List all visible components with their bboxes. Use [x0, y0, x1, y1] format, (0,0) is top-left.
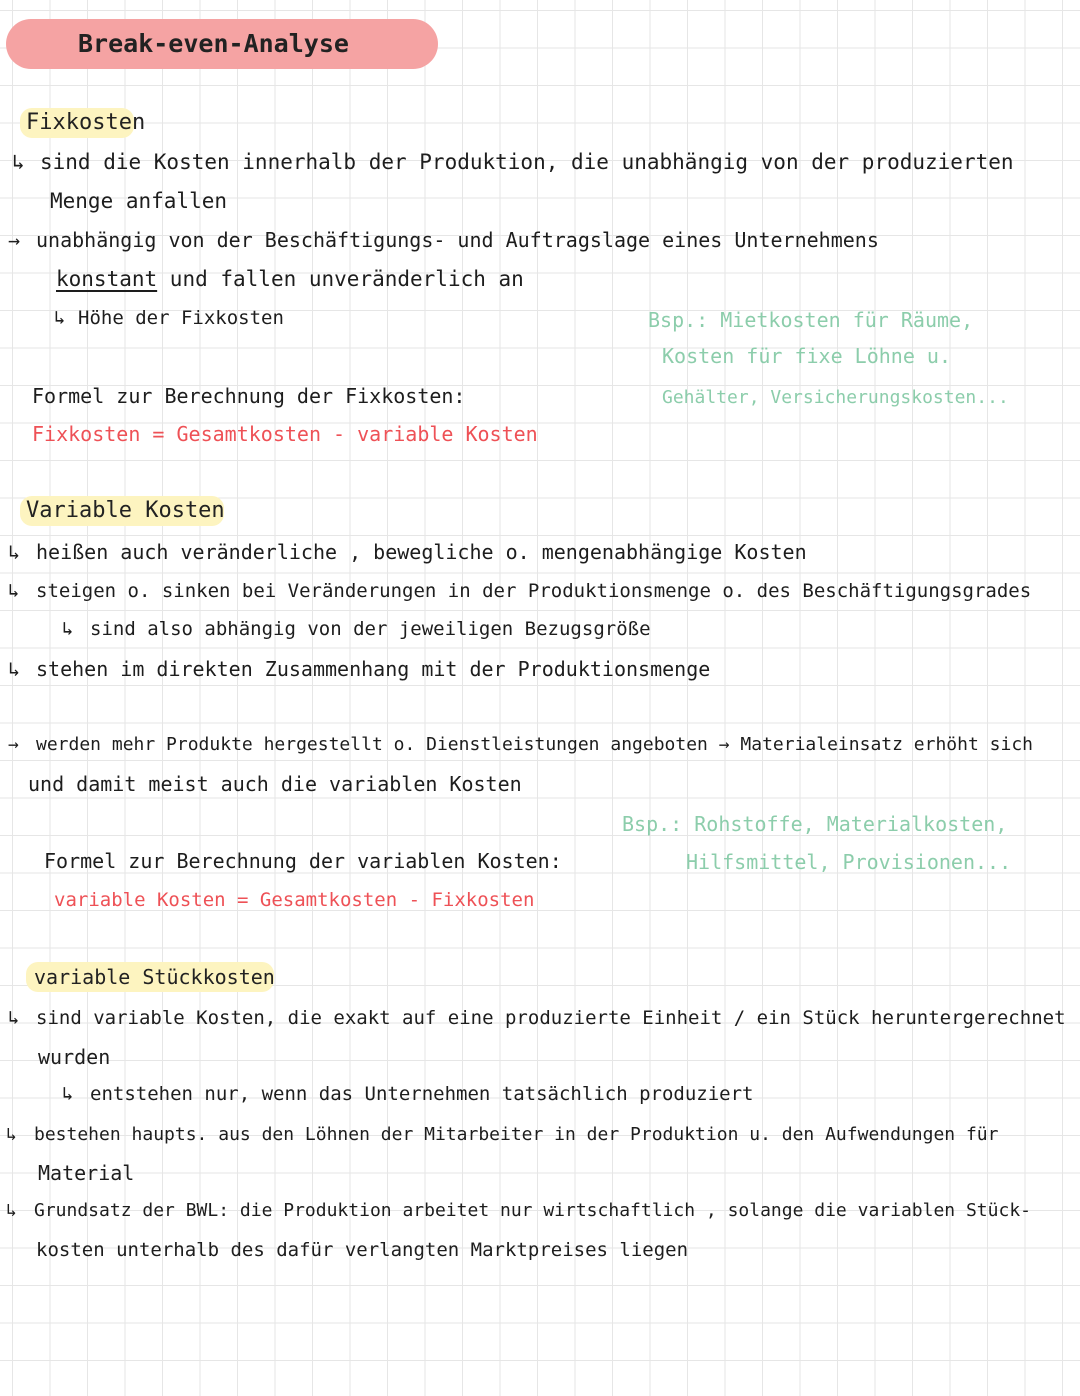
- var-example-1: Bsp.: Rohstoffe, Materialkosten,: [622, 812, 1008, 836]
- stueck-line-1: [8, 1004, 1066, 1032]
- arrow-icon: →: [8, 734, 19, 755]
- fix-text-3: unabhängig von der Beschäftigungs- und Auftragslage eines Unternehmens: [36, 228, 879, 252]
- stueck-text-3: entstehen nur, wenn das Unternehmen tatsächlich produziert: [90, 1083, 754, 1105]
- var-text-2: steigen o. sinken bei Veränderungen in der Produktionsmenge o. des Beschäftigungsgrades: [36, 580, 1032, 602]
- var-line-4: [8, 655, 710, 683]
- stueck-line-3: [62, 1080, 753, 1108]
- fix-konstant: konstant: [56, 267, 158, 291]
- fix-formula: Fixkosten = Gesamtkosten - variable Kosten: [32, 422, 538, 446]
- var-text-4: stehen im direkten Zusammenhang mit der Produktionsmenge: [36, 657, 711, 681]
- fix-text-4: und fallen unveränderlich an: [157, 267, 524, 291]
- fix-line-4: [56, 265, 524, 293]
- var-line-5: [8, 731, 1033, 759]
- bullet-icon: ↳: [6, 1124, 17, 1145]
- stueck-line-4: [6, 1121, 999, 1149]
- bullet-icon: ↳: [8, 540, 21, 564]
- bullet-icon: ↳: [54, 307, 66, 329]
- var-line-1: [8, 538, 807, 566]
- fix-text-1: sind die Kosten innerhalb der Produktion, die unabhängig von der produzierten: [40, 150, 1014, 174]
- fix-text-5: Höhe der Fixkosten: [78, 307, 284, 329]
- bullet-icon: ↳: [8, 580, 20, 602]
- var-formula: variable Kosten = Gesamtkosten - Fixkosten: [54, 889, 535, 911]
- fix-formula-label: Formel zur Berechnung der Fixkosten:: [32, 384, 466, 408]
- var-formula-label: Formel zur Berechnung der variablen Kosten:: [44, 849, 562, 873]
- stueck-line-7: kosten unterhalb des dafür verlangten Marktpreises liegen: [36, 1239, 689, 1261]
- bullet-icon: ↳: [6, 1200, 17, 1221]
- page-title: Break-even-Analyse: [78, 29, 349, 58]
- var-text-5: werden mehr Produkte hergestellt o. Dienstleistungen angeboten → Materialeinsatz erhöht sich: [36, 734, 1033, 755]
- bullet-icon: ↳: [12, 150, 25, 174]
- var-text-1: heißen auch veränderliche , bewegliche o. mengenabhängige Kosten: [36, 540, 807, 564]
- stueck-line-2: wurden: [38, 1045, 111, 1069]
- heading-variable-kosten: Variable Kosten: [26, 498, 225, 523]
- var-line-2: [8, 577, 1031, 605]
- sub-arrow-icon: ↳: [62, 1083, 74, 1105]
- fix-example-1: Bsp.: Mietkosten für Räume,: [648, 308, 974, 332]
- var-line-6: und damit meist auch die variablen Kosten: [28, 772, 522, 796]
- var-line-3: [62, 615, 651, 643]
- stueck-line-6: [6, 1197, 1031, 1225]
- bullet-icon: ↳: [8, 1007, 20, 1029]
- var-example-2: Hilfsmittel, Provisionen...: [686, 850, 1012, 874]
- fix-example-2: Kosten für fixe Löhne u.: [662, 344, 951, 368]
- stueck-text-1: sind variable Kosten, die exakt auf eine produzierte Einheit / ein Stück heruntergerechnet: [36, 1007, 1066, 1029]
- arrow-icon: →: [8, 228, 21, 252]
- bullet-icon: ↳: [8, 657, 21, 681]
- stueck-text-4: bestehen haupts. aus den Löhnen der Mitarbeiter in der Produktion u. den Aufwendungen für: [34, 1124, 999, 1145]
- fix-line-2: Menge anfallen: [50, 189, 228, 213]
- stueck-line-5: Material: [38, 1161, 135, 1185]
- fix-line-5: [54, 304, 284, 332]
- fix-line-1: [12, 148, 1014, 176]
- stueck-text-6: Grundsatz der BWL: die Produktion arbeitet nur wirtschaftlich , solange die variablen Stück-: [34, 1200, 1031, 1221]
- heading-stueckkosten: variable Stückkosten: [34, 965, 275, 989]
- fix-example-3: Gehälter, Versicherungskosten...: [662, 387, 1009, 408]
- heading-fixkosten: Fixkosten: [26, 110, 146, 135]
- sub-arrow-icon: ↳: [62, 618, 74, 640]
- fix-line-3: [8, 226, 879, 254]
- var-text-3: sind also abhängig von der jeweiligen Bezugsgröße: [90, 618, 651, 640]
